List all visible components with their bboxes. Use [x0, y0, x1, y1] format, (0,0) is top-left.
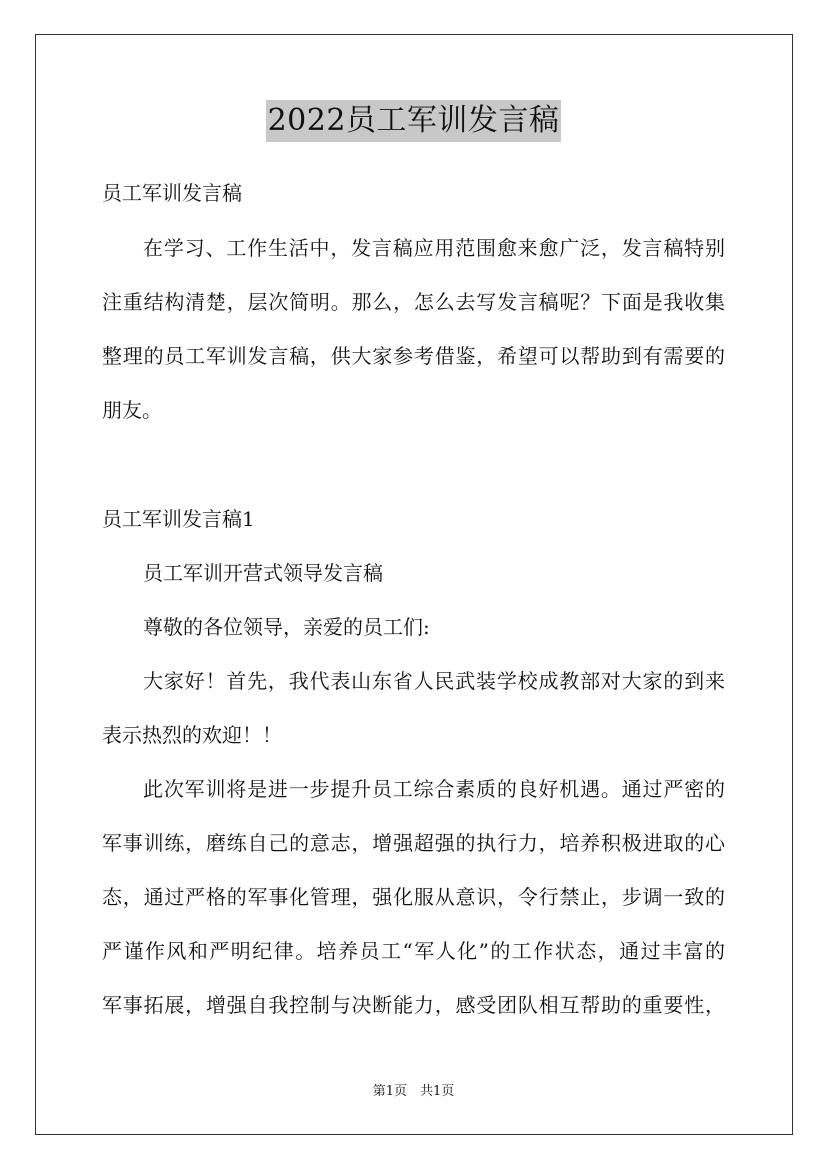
- section-heading: 员工军训发言稿1: [102, 507, 255, 531]
- title-container: [0, 100, 827, 142]
- salutation: 尊敬的各位领导，亲爱的员工们:: [143, 615, 430, 639]
- paragraph-line: 严谨作风和严明纪律。培养员工“军人化”的工作状态，通过丰富的: [102, 939, 725, 963]
- intro-line: 在学习、工作生活中，发言稿应用范围愈来愈广泛，发言稿特别: [143, 236, 725, 260]
- paragraph-line: 军事训练，磨练自己的意志，增强超强的执行力，培养积极进取的心: [102, 831, 725, 855]
- intro-line: 注重结构清楚，层次简明。那么，怎么去写发言稿呢？下面是我收集: [102, 290, 725, 314]
- intro-line: 整理的员工军训发言稿，供大家参考借鉴，希望可以帮助到有需要的: [102, 344, 725, 368]
- intro-line: 朋友。: [102, 398, 162, 422]
- paragraph-line: 此次军训将是进一步提升员工综合素质的良好机遇。通过严密的: [143, 777, 725, 801]
- page-footer: 第1页 共1页: [372, 1084, 455, 1099]
- paragraph-line: 表示热烈的欢迎！！: [102, 723, 282, 747]
- document-subtitle: 员工军训发言稿: [102, 181, 242, 205]
- document-title: 2022员工军训发言稿: [266, 100, 562, 142]
- paragraph-line: 大家好！首先，我代表山东省人民武装学校成教部对大家的到来: [143, 669, 725, 693]
- paragraph-line: 态，通过严格的军事化管理，强化服从意识，令行禁止，步调一致的: [102, 885, 725, 909]
- speech-title: 员工军训开营式领导发言稿: [143, 561, 383, 585]
- paragraph-line: 军事拓展，增强自我控制与决断能力，感受团队相互帮助的重要性，: [102, 993, 725, 1017]
